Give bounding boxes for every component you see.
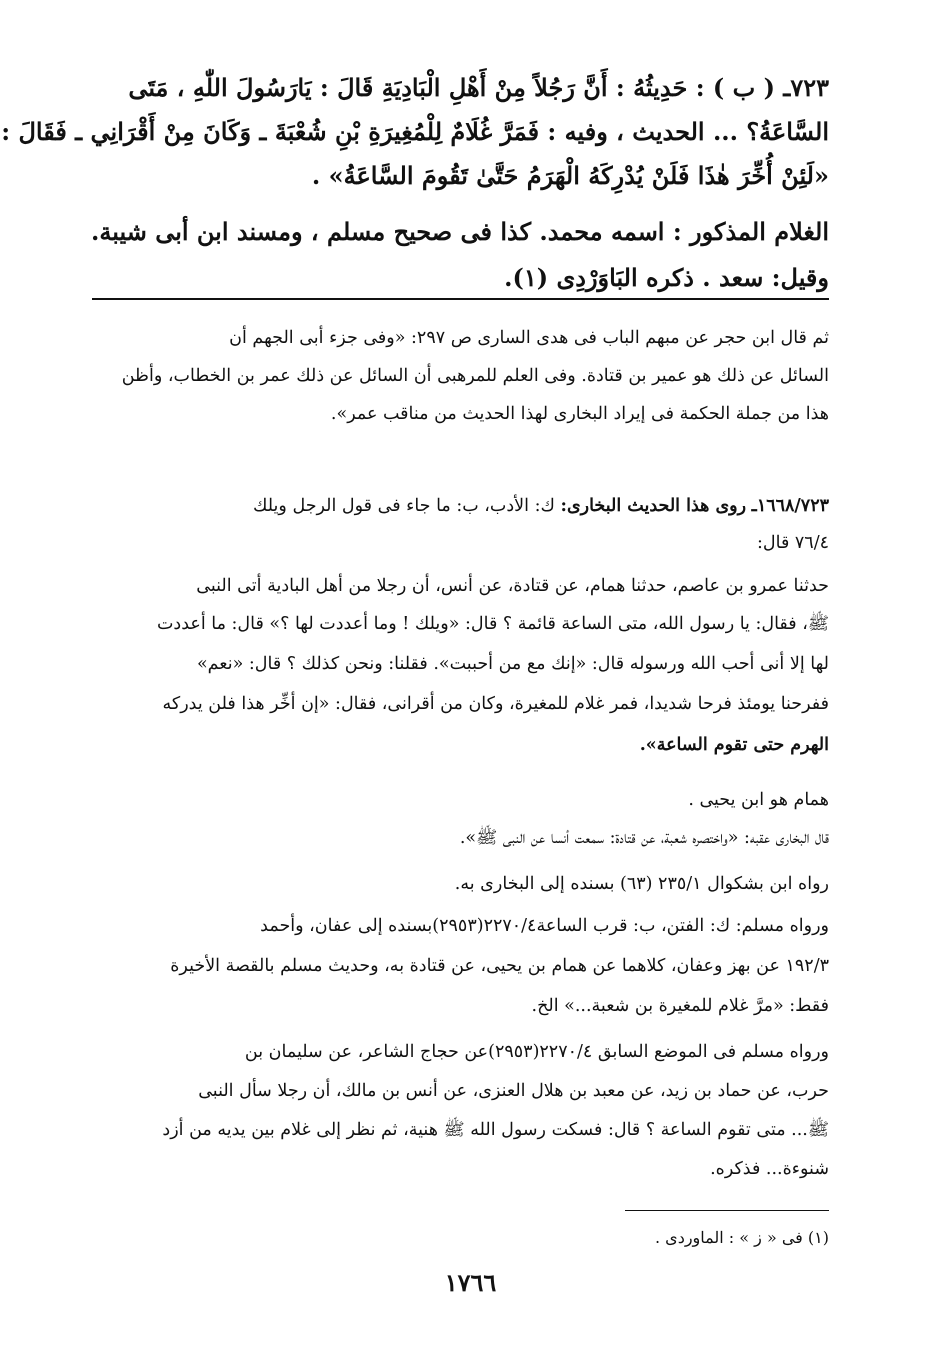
footnote: (١) فى « ز » : الماوردى . (655, 1228, 829, 1247)
para-line-2: ﷺ، فقال: يا رسول الله، متى الساعة قائمة ؟ قال: «ويلك ! وما أعددت لها ؟» قال: ما أعددت (156, 614, 829, 634)
muslim2-line-4: شنوءة... فذكره. (710, 1159, 829, 1179)
main-entry-line-3: «لَئِنْ أُخِّرَ هٰذَا فَلَنْ يُدْرِكَهُ الْهَرَمُ حَتَّىٰ تَقُومَ السَّاعَةُ» . (311, 161, 829, 190)
muslim1-line-3: فقط: «مرَّ غلام للمغيرة بن شعبة...» الخ. (531, 996, 829, 1016)
bukhari-line: قال البخارى عقبه: «واختصره شعبة، عن قتادة: سمعت أنسا عن النبى ﷺ». (459, 828, 829, 848)
note-line-1: ثم قال ابن حجر عن مبهم الباب فى هدى السارى ص ٢٩٧: «وفى جزء أبى الجهم أن (229, 328, 829, 348)
bashkuwal-line: رواه ابن بشكوال ٢٣٥/١ (٦٣) بسنده إلى البخارى به. (454, 874, 829, 894)
muslim1-line-2: ١٩٢/٣ عن بهز وعفان، كلاهما عن همام بن يحيى، عن قتادة به، وحديث مسلم بالقصة الأخيرة (170, 956, 829, 976)
commentary-heading (92, 488, 829, 525)
muslim1-line-1: ورواه مسلم: ك: الفتن، ب: قرب الساعة٢٢٧٠/٤(٢٩٥٣)بسنده إلى عفان، وأحمد (260, 916, 829, 936)
para-line-3: لها إلا أنى أحب الله ورسوله قال: «إنك مع من أحببت». فقلنا: ونحن كذلك ؟ قال: «نعم» (196, 654, 829, 674)
muslim2-line-3: ﷺ... متى تقوم الساعة ؟ قال: فسكت رسول الله ﷺ هنية، ثم نظر إلى غلام بين يديه من أزد (162, 1120, 829, 1140)
muslim2-line-1: ورواه مسلم فى الموضع السابق ٢٢٧٠/٤(٢٩٥٣)عن حجاج الشاعر، عن سليمان بن (244, 1042, 829, 1062)
heading-bold: روى هذا الحديث البخارى: (560, 496, 747, 516)
heading-line-2: ٧٦/٤ قال: (757, 533, 829, 553)
page-number: ١٧٦٦ (444, 1268, 497, 1297)
para-line-1: حدثنا عمرو بن عاصم، حدثنا همام، عن قتادة، عن أنس، أن رجلا من أهل البادية أتى النبى (196, 576, 829, 596)
para-line-5: الهرم حتى تقوم الساعة». (639, 735, 829, 755)
section-divider (92, 298, 829, 300)
note-line-2: السائل عن ذلك هو عمير بن قتادة. وفى العلم للمرهبى أن السائل عن ذلك عمر بن الخطاب، وأظن (121, 366, 829, 386)
muslim2-line-2: حرب، عن حماد بن زيد، عن معبد بن هلال العنزى، عن أنس بن مالك، أن رجلا سأل النبى (198, 1081, 829, 1101)
main-entry-line-5: وقيل: سعد . ذكره البَاوَرْدِى (١). (504, 263, 829, 292)
heading-number: ١٦٦٨/٧٢٣ـ (751, 496, 829, 516)
main-entry-line-1: ٧٢٣ـ ( ب ) : حَدِيثُهُ : أَنَّ رَجُلاً مِنْ أَهْلِ الْبَادِيَةِ قَالَ : يَارَسُولَ اللّٰهِ ، مَتَى (128, 73, 829, 102)
heading-rest: ك: الأدب، ب: ما جاء فى قول الرجل ويلك (253, 496, 561, 516)
hammam-line: همام هو ابن يحيى . (688, 790, 829, 810)
main-entry-line-4: الغلام المذكور : اسمه محمد. كذا فى صحيح مسلم ، ومسند ابن أبى شيبة. (91, 217, 829, 246)
para-line-4: ففرحنا يومئذ فرحا شديدا، فمر غلام للمغيرة، وكان من أقرانى، فقال: «إن أخِّر هذا فلن يدركه (162, 694, 829, 714)
footnote-divider (625, 1210, 829, 1211)
main-entry-line-2: السَّاعَةُ؟ ... الحديث ، وفيه : فَمَرَّ غُلَامٌ لِلْمُغِيرَةِ بْنِ شُعْبَةَ ـ وَكَانَ مِنْ أَقْرَانِي ـ فَقَالَ : (1, 117, 829, 146)
note-line-3: هذا من جملة الحكمة فى إيراد البخارى لهذا الحديث من مناقب عمر». (330, 404, 829, 424)
